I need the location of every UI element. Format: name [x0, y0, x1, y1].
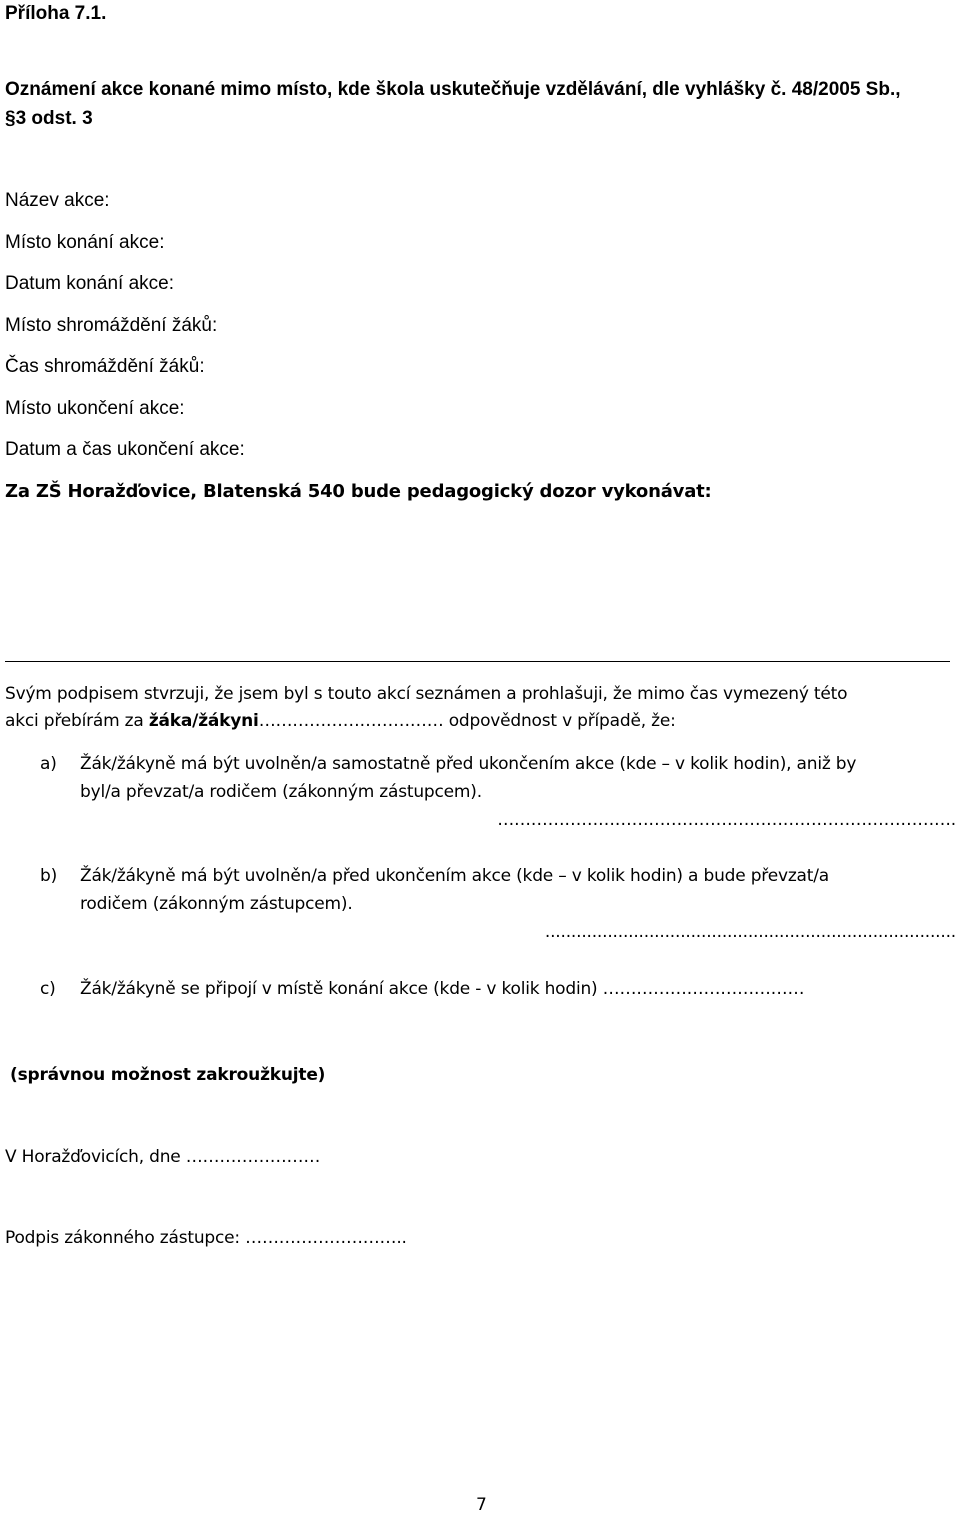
place-date-line: V Horažďovicích, dne …………………… — [5, 1147, 321, 1167]
field-gathering-time: Čas shromáždění žáků: — [5, 356, 205, 377]
field-event-place: Místo konání akce: — [5, 232, 165, 253]
declaration-line-2 — [5, 711, 676, 731]
option-c-line-1: Žák/žákyně se připojí v místě konání akce (kde - v kolik hodin) ……………………………… — [80, 979, 805, 999]
field-end-datetime: Datum a čas ukončení akce: — [5, 439, 245, 460]
declaration-student-bold: žáka/žákyni — [148, 711, 259, 731]
declaration-line-1: Svým podpisem stvrzuji, že jsem byl s touto akcí seznámen a prohlašuji, že mimo čas vymezený této — [5, 684, 848, 704]
supervision-statement: Za ZŠ Horažďovice, Blatenská 540 bude pedagogický dozor vykonávat: — [5, 481, 712, 502]
option-a-dots: ………………………………………………………………………. — [497, 810, 956, 830]
field-event-date: Datum konání akce: — [5, 273, 174, 294]
heading-line-2: §3 odst. 3 — [5, 108, 93, 129]
field-end-place: Místo ukončení akce: — [5, 398, 185, 419]
option-a-line-2: byl/a převzat/a rodičem (zákonným zástupcem). — [80, 782, 482, 802]
option-b-line-1: Žák/žákyně má být uvolněn/a před ukončením akce (kde – v kolik hodin) a bude převzat/a — [80, 866, 829, 886]
field-gathering-place: Místo shromáždění žáků: — [5, 315, 218, 336]
heading-line-1: Oznámení akce konané mimo místo, kde škola uskutečňuje vzdělávání, dle vyhlášky č. 48/2005 Sb., — [5, 79, 901, 100]
option-a-line-1: Žák/žákyně má být uvolněn/a samostatně před ukončením akce (kde – v kolik hodin), aniž by — [80, 754, 857, 774]
option-c-label: c) — [40, 979, 56, 999]
option-a-label: a) — [40, 754, 57, 774]
signature-divider-line — [5, 661, 950, 662]
circle-instruction: (správnou možnost zakroužkujte) — [10, 1065, 326, 1085]
declaration-line-2-end: …………………………… odpovědnost v případě, že: — [258, 711, 676, 731]
page-number: 7 — [476, 1495, 487, 1515]
option-b-label: b) — [40, 866, 58, 886]
field-event-name: Název akce: — [5, 190, 110, 211]
option-b-line-2: rodičem (zákonným zástupcem). — [80, 894, 353, 914]
declaration-line-2-start: akci přebírám za — [5, 711, 149, 731]
appendix-label: Příloha 7.1. — [5, 3, 107, 24]
guardian-signature-line: Podpis zákonného zástupce: ……………………….. — [5, 1228, 407, 1248]
option-b-dots: ............................................................................... — [544, 922, 956, 942]
